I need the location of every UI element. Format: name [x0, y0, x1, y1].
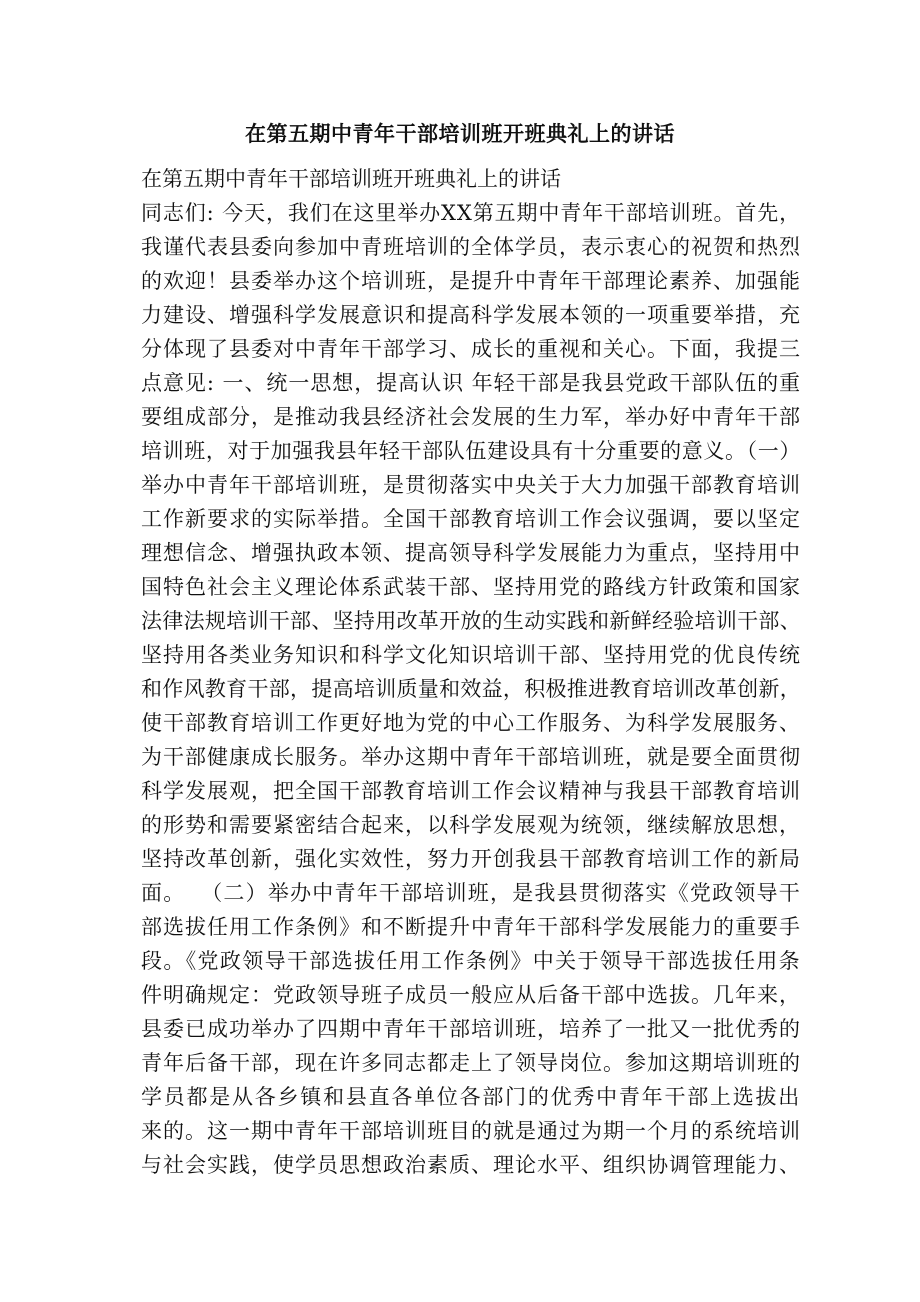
body-line: 科学发展观，把全国干部教育培训工作会议精神与我县干部教育培训 — [141, 779, 801, 803]
body-line: 在第五期中青年干部培训班开班典礼上的讲话 — [141, 167, 561, 191]
body-line: 坚持改革创新，强化实效性，努力开创我县干部教育培训工作的新局 — [141, 847, 801, 871]
body-line: 段。《党政领导干部选拔任用工作条例》中关于领导干部选拔任用条 — [141, 949, 801, 973]
body-line: 我谨代表县委向参加中青班培训的全体学员，表示衷心的祝贺和热烈 — [141, 235, 801, 259]
body-line: 与社会实践，使学员思想政治素质、理论水平、组织协调管理能力、 — [141, 1153, 801, 1177]
body-line: 的形势和需要紧密结合起来，以科学发展观为统领，继续解放思想， — [141, 813, 801, 837]
body-line: 点意见: 一、统一思想，提高认识 年轻干部是我县党政干部队伍的重 — [141, 371, 801, 395]
body-line: 学员都是从各乡镇和县直各单位各部门的优秀中青年干部上选拔出 — [141, 1085, 801, 1109]
body-line: 举办中青年干部培训班，是贯彻落实中央关于大力加强干部教育培训 — [141, 473, 801, 497]
body-line: 青年后备干部，现在许多同志都走上了领导岗位。参加这期培训班的 — [141, 1051, 801, 1075]
body-line: 部选拔任用工作条例》和不断提升中青年干部科学发展能力的重要手 — [141, 915, 801, 939]
body-line: 和作风教育干部，提高培训质量和效益，积极推进教育培训改革创新， — [141, 677, 801, 701]
body-line: 国特色社会主义理论体系武装干部、坚持用党的路线方针政策和国家 — [141, 575, 801, 599]
body-line: 同志们: 今天，我们在这里举办XX第五期中青年干部培训班。首先， — [141, 201, 801, 225]
body-line: 使干部教育培训工作更好地为党的中心工作服务、为科学发展服务、 — [141, 711, 801, 735]
body-line: 分体现了县委对中青年干部学习、成长的重视和关心。下面，我提三 — [141, 337, 801, 361]
body-line: 来的。这一期中青年干部培训班目的就是通过为期一个月的系统培训 — [141, 1119, 801, 1143]
body-line: 法律法规培训干部、坚持用改革开放的生动实践和新鲜经验培训干部、 — [141, 609, 801, 633]
body-line: 坚持用各类业务知识和科学文化知识培训干部、坚持用党的优良传统 — [141, 643, 801, 667]
body-line: 面。 （二）举办中青年干部培训班，是我县贯彻落实《党政领导干 — [141, 881, 801, 905]
body-line: 理想信念、增强执政本领、提高领导科学发展能力为重点，坚持用中 — [141, 541, 801, 565]
body-line: 县委已成功举办了四期中青年干部培训班，培养了一批又一批优秀的 — [141, 1017, 801, 1041]
body-line: 要组成部分，是推动我县经济社会发展的生力军，举办好中青年干部 — [141, 405, 801, 429]
body-line: 工作新要求的实际举措。全国干部教育培训工作会议强调，要以坚定 — [141, 507, 801, 531]
document-title: 在第五期中青年干部培训班开班典礼上的讲话 — [245, 122, 675, 146]
document-body — [141, 162, 801, 1182]
body-line: 力建设、增强科学发展意识和提高科学发展本领的一项重要举措，充 — [141, 303, 801, 327]
body-line: 的欢迎！县委举办这个培训班，是提升中青年干部理论素养、加强能 — [141, 269, 801, 293]
body-line: 为干部健康成长服务。举办这期中青年干部培训班，就是要全面贯彻 — [141, 745, 801, 769]
body-line: 件明确规定：党政领导班子成员一般应从后备干部中选拔。几年来， — [141, 983, 801, 1007]
body-line: 培训班，对于加强我县年轻干部队伍建设具有十分重要的意义。（一） — [141, 439, 801, 463]
